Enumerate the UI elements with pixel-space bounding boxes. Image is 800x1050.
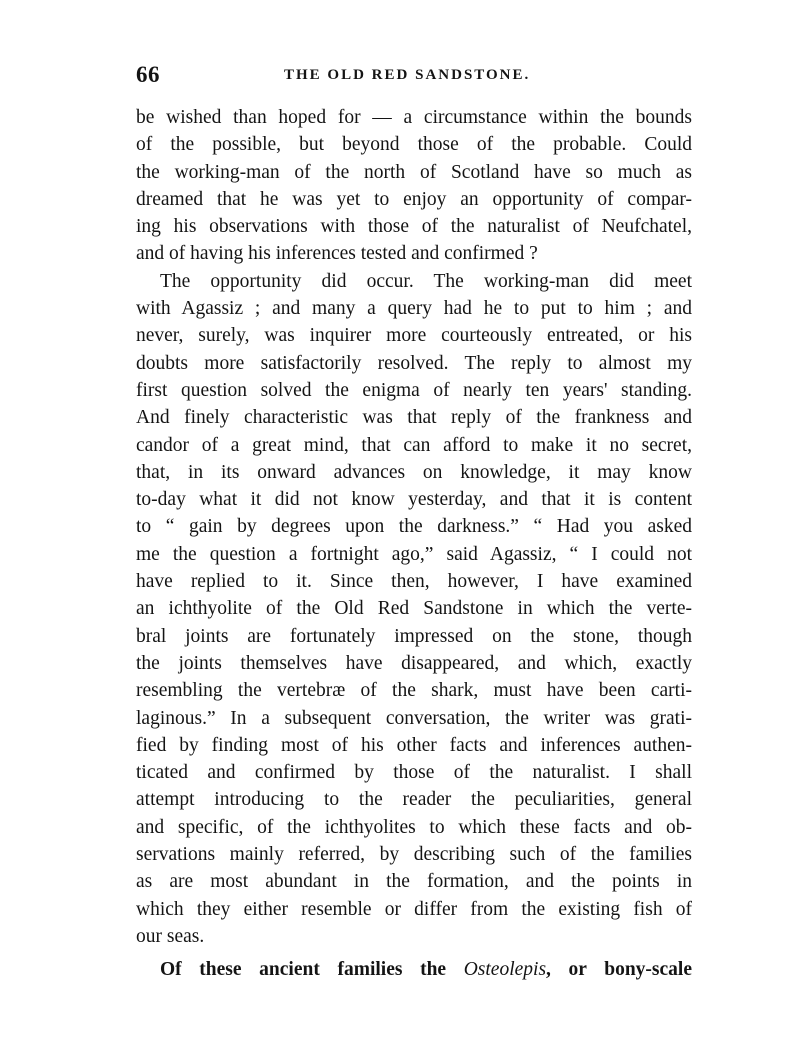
text-line: have replied to it. Since then, however, I have examined [136,571,692,593]
text-line: first question solved the enigma of nearly ten years' standing. [136,379,692,401]
text-line: never, surely, was inquirer more courteously entreated, or his [136,325,692,347]
text-line: that, in its onward advances on knowledge, it may know [136,461,692,483]
text-line: ing his observations with those of the naturalist of Neufchatel, [136,216,692,238]
text-line: the joints themselves have disappeared, and which, exactly [136,652,692,674]
text-line: with Agassiz ; and many a query had he to put to him ; and [136,298,692,320]
text-line: me the question a fortnight ago,” said Agassiz, “ I could not [136,543,692,565]
text-line: bral joints are fortunately impressed on the stone, though [136,625,692,647]
text-line: the working-man of the north of Scotland have so much as [136,161,692,183]
text-line: attempt introducing to the reader the peculiarities, general [136,789,692,811]
text-line: an ichthyolite of the Old Red Sandstone in which the verte- [136,598,692,620]
text-segment: Of these ancient families the [160,959,464,981]
text-line: to-day what it did not know yesterday, and that it is content [136,489,692,511]
running-title: THE OLD RED SANDSTONE. [284,67,531,83]
text-line: laginous.” In a subsequent conversation, the writer was grati- [136,707,692,729]
paragraph-2 [136,268,692,950]
paragraph-1 [136,104,692,268]
paragraph-3 [136,956,692,983]
text-line: and of having his inferences tested and confirmed ? [136,243,538,265]
text-line: be wished than hoped for — a circumstance within the bounds [136,107,692,128]
text-line: resembling the vertebræ of the shark, must have been carti- [136,680,692,702]
text-line: The opportunity did occur. The working-man did meet [160,270,692,292]
text-line: as are most abundant in the formation, and the points in [136,871,692,893]
text-line: ticated and confirmed by those of the naturalist. I shall [136,762,692,784]
text-line: to “ gain by degrees upon the darkness.” “ Had you asked [136,516,692,538]
text-line: servations mainly referred, by describing such of the families [136,844,692,866]
text-line: And finely characteristic was that reply of the frankness and [136,407,692,429]
text-line: our seas. [136,925,205,947]
text-line: fied by finding most of his other facts and inferences authen- [136,734,692,756]
text-line: dreamed that he was yet to enjoy an opportunity of compar- [136,188,692,210]
text-line [136,956,692,983]
text-line: which they either resemble or differ from the existing fish of [136,898,692,920]
page-number: 66 [136,62,160,87]
running-head [136,62,692,92]
italic-term-osteolepis: Osteolepis [463,959,547,981]
text-line: and specific, of the ichthyolites to which these facts and ob- [136,816,692,838]
body-text [136,104,692,984]
text-line: candor of a great mind, that can afford to make it no secret, [136,434,692,456]
text-line: doubts more satisfactorily resolved. The reply to almost my [136,352,692,374]
text-segment: , or bony-scale [546,959,692,981]
text-line: of the possible, but beyond those of the probable. Could [136,134,692,156]
